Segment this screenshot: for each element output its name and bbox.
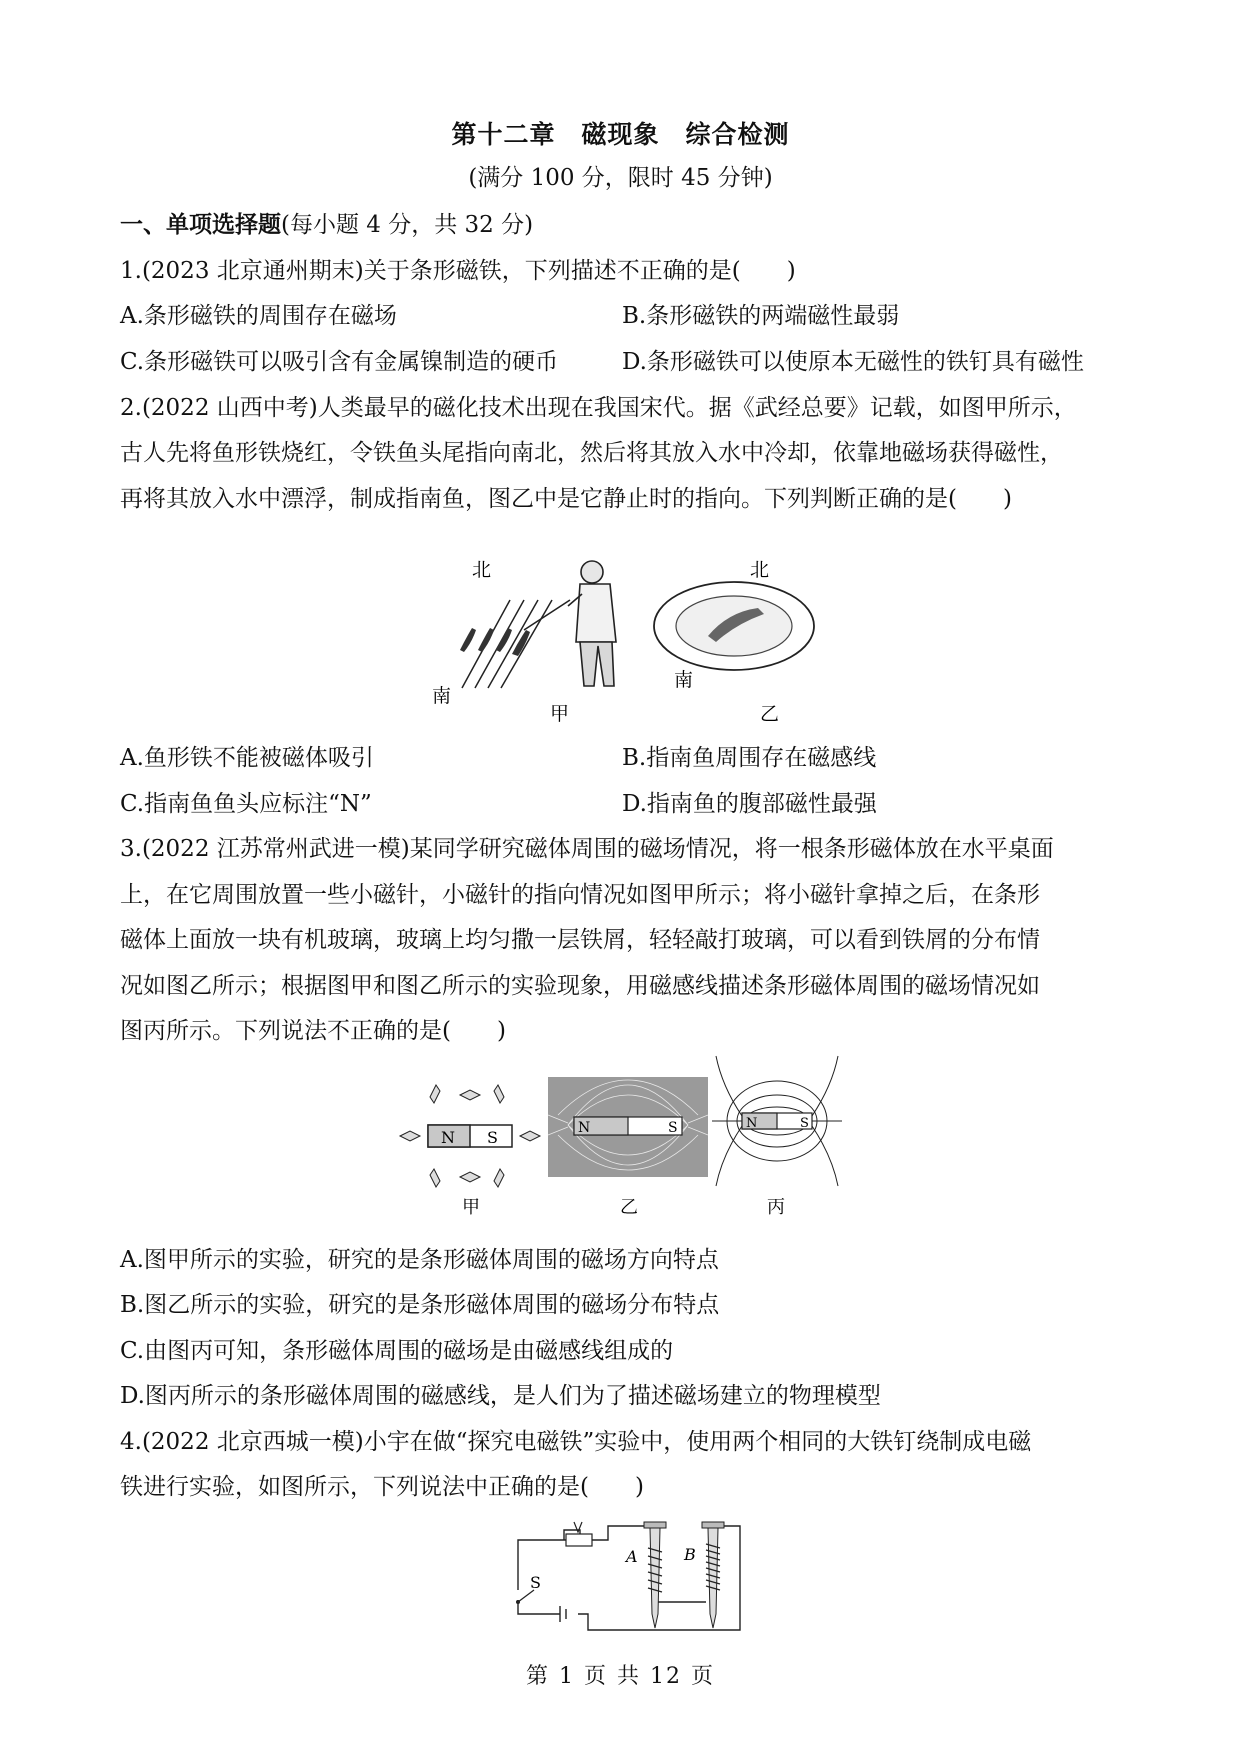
page-subtitle: (满分 100 分，限时 45 分钟) [468,165,773,191]
q1-option-a: A.条形磁铁的周围存在磁场 [120,303,397,329]
section-note: (每小题 4 分，共 32 分) [281,212,534,238]
q3-jia-s: S [487,1128,498,1147]
page-footer: 第 1 页 共 12 页 [526,1664,715,1689]
q3-yi-n: N [578,1120,591,1136]
nail-b-label: B [684,1545,696,1564]
q3-stem-line-2: 上，在它周围放置一些小磁针，小磁针的指向情况如图甲所示；将小磁针拿掉之后，在条形 [120,882,1040,908]
nail-a-label: A [626,1547,638,1566]
nail-a-icon [644,1522,666,1628]
q2-north-label: 北 [472,559,492,581]
q3-yi-s: S [668,1120,678,1136]
q2-option-b: B.指南鱼周围存在磁感线 [622,745,877,771]
q4-stem-line-1: 4.(2022 北京西城一模)小宇在做“探究电磁铁”实验中，使用两个相同的大铁钉绕制成电磁 [120,1429,1032,1455]
q1-option-c: C.条形磁铁可以吸引含有金属镍制造的硬币 [120,349,559,375]
q3-option-b: B.图乙所示的实验，研究的是条形磁体周围的磁场分布特点 [120,1292,720,1318]
q4-circuit-figure [508,1518,748,1638]
q2-option-c: C.指南鱼鱼头应标注“N” [120,791,372,817]
q2-figure-jia [420,550,640,730]
section-title: 一、单项选择题 [120,211,281,238]
q3-label-bing: 丙 [767,1197,785,1218]
q4-stem-line-2: 铁进行实验，如图所示，下列说法中正确的是( ) [120,1474,644,1500]
q3-option-c: C.由图丙可知，条形磁体周围的磁场是由磁感线组成的 [120,1338,674,1364]
page-title: 第十二章 磁现象 综合检测 [451,120,790,149]
direction-lines [462,600,552,688]
q2-option-d: D.指南鱼的腹部磁性最强 [622,791,877,817]
q3-jia-n: N [441,1128,455,1147]
q2-option-a: A.鱼形铁不能被磁体吸引 [120,745,374,771]
q2-label-jia: 甲 [550,703,570,725]
q3-option-d: D.图丙所示的条形磁体周围的磁感线，是人们为了描述磁场建立的物理模型 [120,1383,881,1409]
q3-stem-line-5: 图丙所示。下列说法不正确的是( ) [120,1018,506,1044]
q3-bing-n: N [746,1116,758,1131]
q3-stem-line-3: 磁体上面放一块有机玻璃，玻璃上均匀撒一层铁屑，轻轻敲打玻璃，可以看到铁屑的分布情 [120,927,1040,953]
q1-option-d: D.条形磁铁可以使原本无磁性的铁钉具有磁性 [622,349,1084,375]
q3-label-yi: 乙 [620,1197,638,1218]
rheostat-icon [566,1534,592,1546]
switch-label: S [530,1573,541,1592]
q2-south-label: 南 [432,685,452,707]
q1-option-b: B.条形磁铁的两端磁性最弱 [622,303,900,329]
q3-stem-line-1: 3.(2022 江苏常州武进一模)某同学研究磁体周围的磁场情况，将一根条形磁体放在水平桌面 [120,836,1054,862]
q3-option-a: A.图甲所示的实验，研究的是条形磁体周围的磁场方向特点 [120,1247,719,1273]
q3-figure-bing [712,1050,842,1218]
nail-b-icon [702,1522,724,1628]
q2-stem-line-2: 古人先将鱼形铁烧红，令铁鱼头尾指向南北，然后将其放入水中冷却，依靠地磁场获得磁性， [120,440,1063,466]
q2-south-label-b: 南 [674,669,694,691]
q3-label-jia: 甲 [462,1197,480,1218]
q1-stem: 1.(2023 北京通州期末)关于条形磁铁，下列描述不正确的是( ) [120,258,796,284]
q3-stem-line-4: 况如图乙所示；根据图甲和图乙所示的实验现象，用磁感线描述条形磁体周围的磁场情况如 [120,973,1040,999]
q3-figure-jia [400,1075,540,1218]
q3-bing-s: S [800,1116,809,1131]
q2-stem-line-1: 2.(2022 山西中考)人类最早的磁化技术出现在我国宋代。据《武经总要》记载，如图甲所示， [120,395,1077,421]
q3-figure-yi [548,1075,708,1218]
q2-label-yi: 乙 [760,703,780,725]
battery-icon [560,1606,566,1622]
q2-stem-line-3: 再将其放入水中漂浮，制成指南鱼，图乙中是它静止时的指向。下列判断正确的是( ) [120,486,1012,512]
q2-figure-yi [650,550,820,730]
section-heading [120,210,533,240]
circuit-wires [518,1526,740,1630]
q2-north-label-b: 北 [750,559,770,581]
